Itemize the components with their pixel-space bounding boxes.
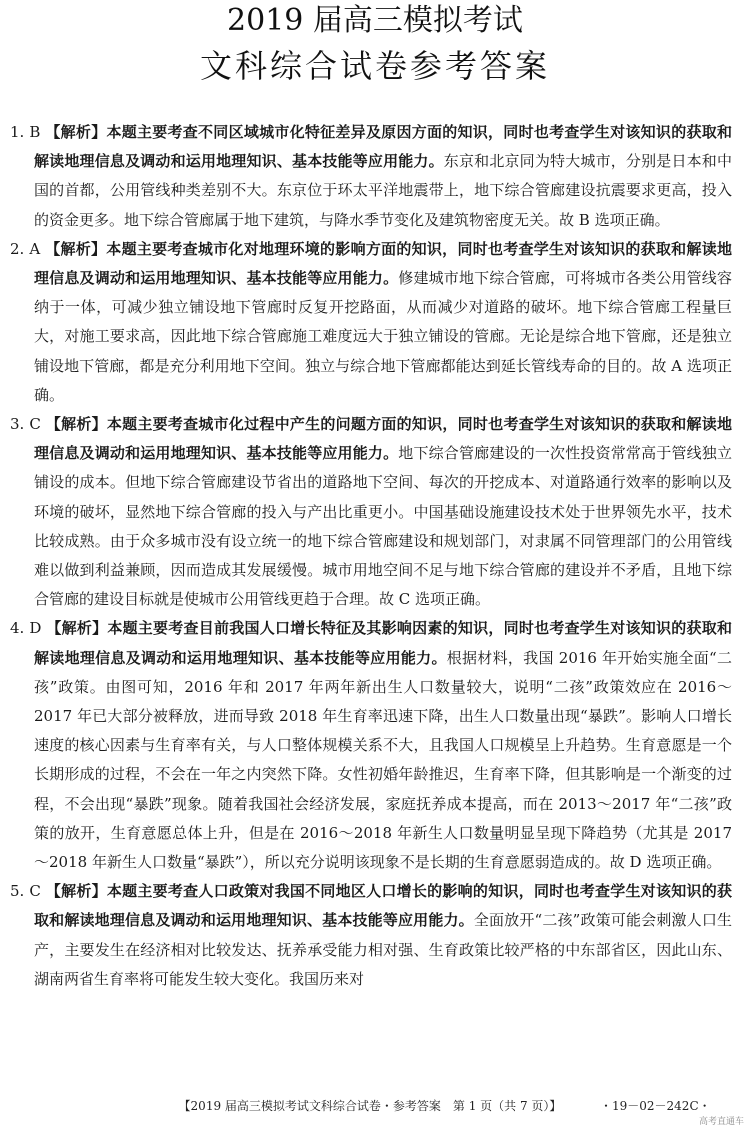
answer-lead: 本题主要考查目前我国人口增长特征及其影响因素的知识，同时也考查学生对该知识的获取和解读地理信息及调动和运用地理知识、基本技能等应用能力。 [34,619,732,667]
analysis-tag: 【解析】 [45,882,107,901]
answer-number: 4. D [10,619,47,638]
answer-lead: 本题主要考查城市化对地理环境的影响方面的知识，同时也考查学生对该知识的获取和解读地理信息及调动和运用地理知识、基本技能等应用能力。 [34,239,732,288]
answer-number: 5. C [10,882,46,901]
answer-item-1 [10,118,732,235]
answer-body: 东京和北京同为特大城市，分别是日本和中国的首都，公用管线种类差别不大。东京位于环太平洋地震带上，地下综合管廊建设抗震要求更高，投入的资金更多。地下综合管廊属于地下建筑，与降水季节变化及建筑物密度无关。故 B 选项正确。 [34,152,732,229]
answer-item-2 [10,235,732,410]
analysis-tag: 【解析】 [45,415,107,434]
answer-body: 修建城市地下综合管廊，可将城市各类公用管线容纳于一体，可减少独立铺设地下管廊时反复开挖路面，从而减少对道路的破坏。地下综合管廊工程量巨大，对施工要求高，因此地下综合管廊施工难度远大于独立铺设的管廊。无论是综合地下管廊，还是独立铺设地下管廊，都是充分利用地下空间。独立与综合地下管廊都能达到延长管线寿命的目的。故 A 选项正确。 [34,269,732,404]
footer-code: ・19－02－242C・ [600,1099,711,1113]
answer-number: 2. A [10,239,46,258]
answer-lead: 本题主要考查不同区域城市化特征差异及原因方面的知识，同时也考查学生对该知识的获取和解读地理信息及调动和运用地理知识、基本技能等应用能力。 [34,123,732,171]
page-footer [0,1096,750,1116]
page-title-line1: 2019 届高三模拟考试 [227,3,523,38]
answer-lead: 本题主要考查人口政策对我国不同地区人口增长的影响的知识，同时也考查学生对该知识的获取和解读地理信息及调动和运用地理知识、基本技能等应用能力。 [34,882,732,930]
answer-list [10,118,732,994]
answer-lead: 本题主要考查城市化过程中产生的问题方面的知识，同时也考查学生对该知识的获取和解读地理信息及调动和运用地理知识、基本技能等应用能力。 [34,415,732,463]
analysis-tag: 【解析】 [45,123,107,141]
analysis-tag: 【解析】 [45,239,107,258]
page-title-line2: 文科综合试卷参考答案 [199,47,550,85]
answer-number: 3. C [10,415,46,434]
answer-body: 全面放开“二孩”政策可能会刺激人口生产，主要发生在经济相对比较发达、抚养承受能力相对强、生育政策比较严格的中东部省区，因此山东、湖南两省生育率将可能发生较大变化。我国历来对 [34,911,732,988]
analysis-tag: 【解析】 [46,619,108,638]
answer-item-4 [10,614,732,877]
watermark-text: 高考直通车 [698,1117,744,1127]
answer-item-5 [10,877,732,994]
answer-number: 1. B [10,123,46,141]
footer-page-info: 【2019 届高三模拟考试文科综合试卷・参考答案 第 1 页（共 7 页）】 [178,1099,562,1113]
answer-body: 根据材料，我国 2016 年开始实施全面“二孩”政策。由图可知，2016 年和 2017 年两年新出生人口数量较大，说明“二孩”政策效应在 2016～2017 年已大部分被释放，进而导致 2018 年生育率迅速下降，出生人口数量出现“暴跌”。影响人口增长速度的核心因素与生育率有关，与人口整体规模关系不大，且我国人口规模呈上升趋势。生育意愿是一个长期形成的过程，不会在一年之内突然下降。女性初婚年龄推迟，生育率下降，但其影响是一个渐变的过程，不会出现“暴跌”现象。随着我国社会经济发展，家庭抚养成本提高，而在 2013～2017 年“二孩”政策的放开，生育意愿总体上升，但是在 2016～2018 年新生人口数量明显呈现下降趋势（尤其是 2017～2018 年新生人口数量“暴跌”），所以充分说明该现象不是长期的生育意愿弱造成的。故 D 选项正确。 [34,648,732,872]
answer-body: 地下综合管廊建设的一次性投资常常高于管线独立铺设的成本。但地下综合管廊建设节省出的道路地下空间、每次的开挖成本、对道路通行效率的影响以及环境的破坏，显然地下综合管廊的投入与产出比重更小。中国基础设施建设技术处于世界领先水平，技术比较成熟。由于众多城市没有设立统一的地下综合管廊建设和规划部门，对隶属不同管理部门的公用管线难以做到利益兼顾，因而造成其发展缓慢。城市用地空间不足与地下综合管廊的建设并不矛盾，且地下综合管廊的建设目标就是使城市公用管线更趋于合理。故 C 选项正确。 [34,444,732,609]
answer-item-3 [10,410,732,614]
